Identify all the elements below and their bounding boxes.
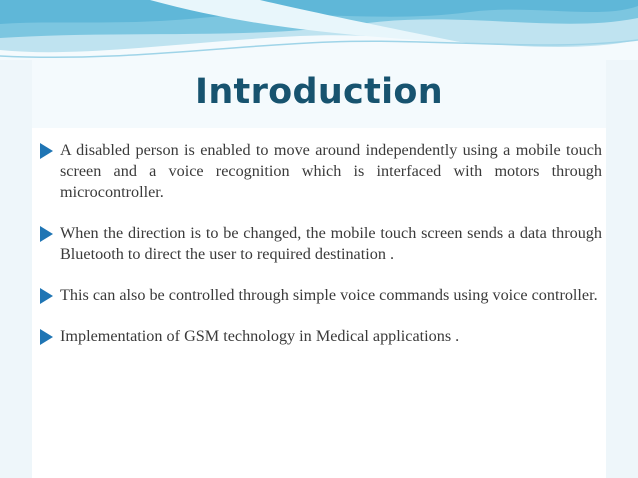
bullet-text: This can also be controlled through simple voice commands using voice controller.	[60, 286, 598, 304]
bullet-arrow-icon	[40, 329, 53, 345]
bullet-arrow-icon	[40, 288, 53, 304]
header-wave-decoration	[0, 0, 638, 80]
bullet-item	[40, 326, 602, 347]
bullet-item	[40, 285, 602, 306]
bullet-text: Implementation of GSM technology in Medical applications .	[60, 327, 460, 345]
bullet-text: A disabled person is enabled to move around independently using a mobile touch screen and a voice recognition which is interfaced with motors through microcontroller.	[60, 141, 602, 201]
bullet-item	[40, 223, 602, 265]
right-margin-band	[606, 60, 638, 478]
bullet-list	[40, 140, 602, 367]
bullet-arrow-icon	[40, 226, 53, 242]
bullet-item	[40, 140, 602, 203]
left-margin-band	[0, 60, 32, 478]
bullet-text: When the direction is to be changed, the mobile touch screen sends a data through Bluetooth to direct the user to required destination .	[60, 224, 602, 263]
slide-title: Introduction	[195, 72, 443, 112]
bullet-arrow-icon	[40, 143, 53, 159]
